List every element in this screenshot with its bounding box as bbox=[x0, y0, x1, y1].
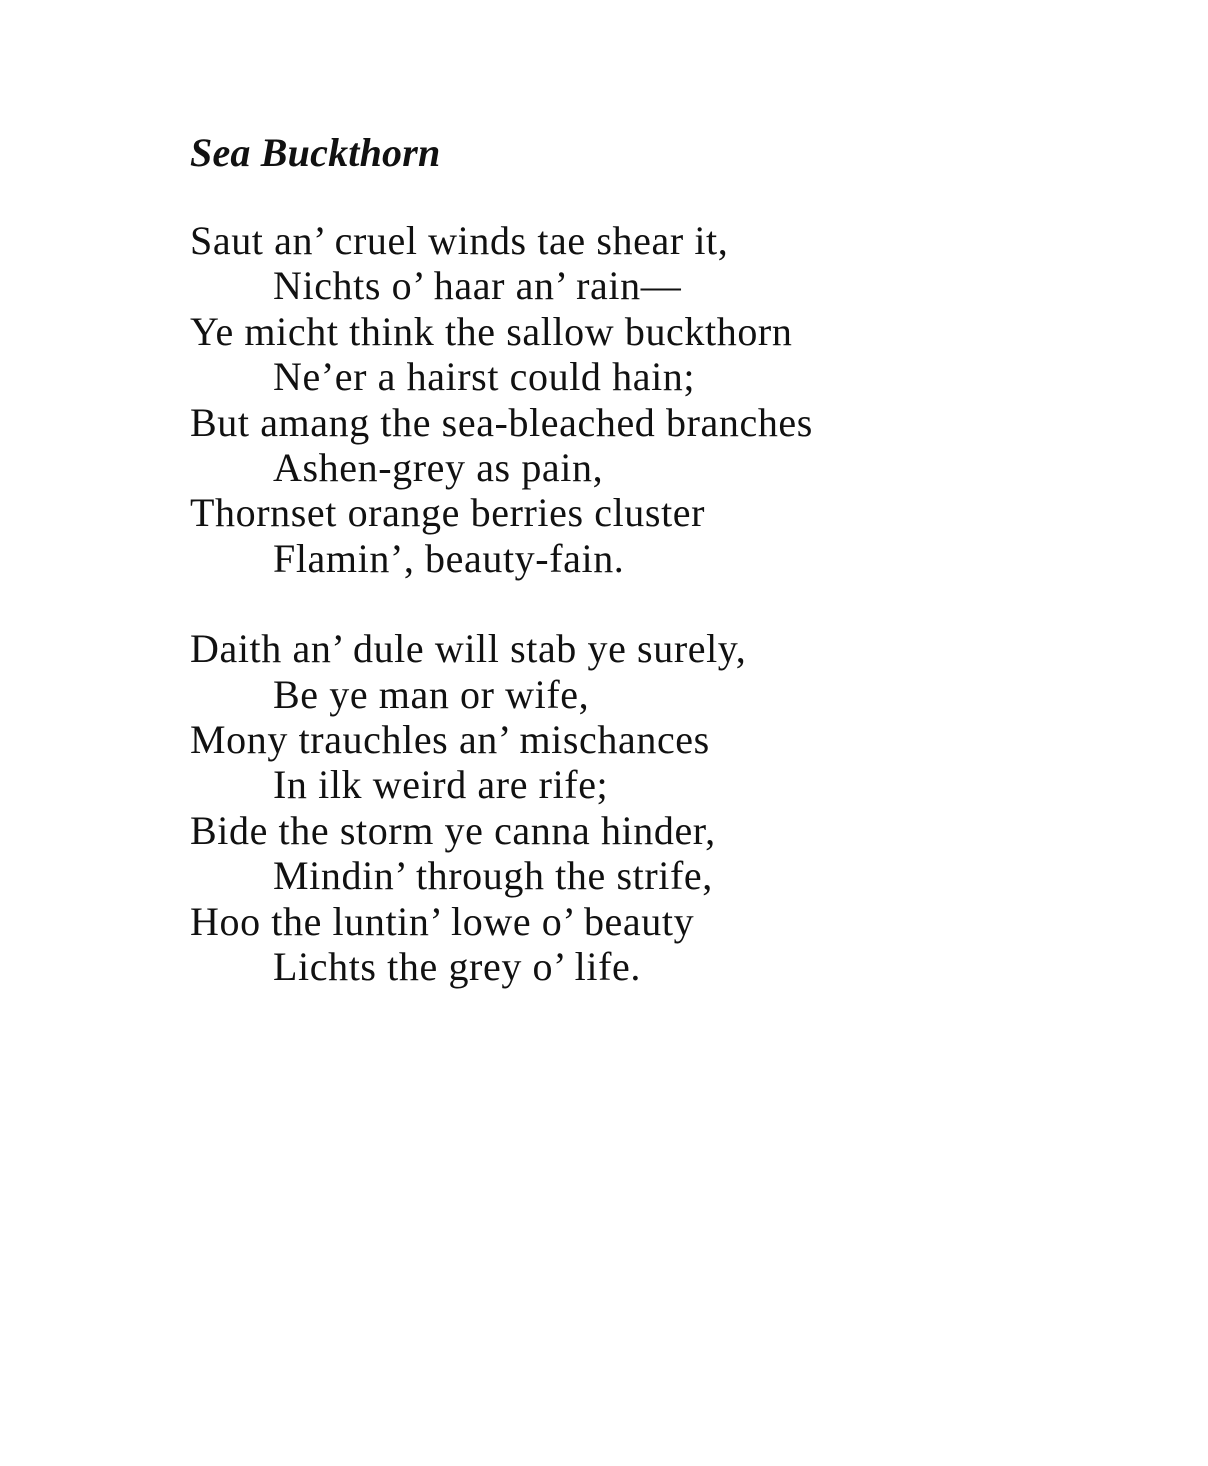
poem-line: Ne’er a hairst could hain; bbox=[273, 354, 696, 400]
poem-line: Lichts the grey o’ life. bbox=[273, 944, 641, 990]
poem-title: Sea Buckthorn bbox=[190, 130, 441, 175]
poem-line: Daith an’ dule will stab ye surely, bbox=[190, 626, 747, 672]
poem-line: Mindin’ through the strife, bbox=[273, 853, 713, 899]
poem-line: But amang the sea-bleached branches bbox=[190, 399, 813, 445]
poem-page bbox=[190, 128, 1090, 990]
poem-line: Be ye man or wife, bbox=[273, 671, 590, 717]
poem-line: Bide the storm ye canna hinder, bbox=[190, 807, 716, 853]
stanza-2 bbox=[190, 626, 1090, 989]
stanza-1 bbox=[190, 218, 1090, 581]
poem-line: Saut an’ cruel winds tae shear it, bbox=[190, 218, 729, 263]
poem-line: Hoo the luntin’ lowe o’ beauty bbox=[190, 898, 695, 944]
poem-line: Nichts o’ haar an’ rain— bbox=[273, 263, 682, 309]
poem-line: Thornset orange berries cluster bbox=[190, 490, 706, 536]
poem-line: In ilk weird are rife; bbox=[273, 762, 609, 808]
poem-line: Mony trauchles an’ mischances bbox=[190, 717, 710, 763]
poem-line: Flamin’, beauty-fain. bbox=[273, 535, 625, 581]
poem-line: Ashen-grey as pain, bbox=[273, 445, 604, 491]
poem-line: Ye micht think the sallow buckthorn bbox=[190, 308, 793, 354]
